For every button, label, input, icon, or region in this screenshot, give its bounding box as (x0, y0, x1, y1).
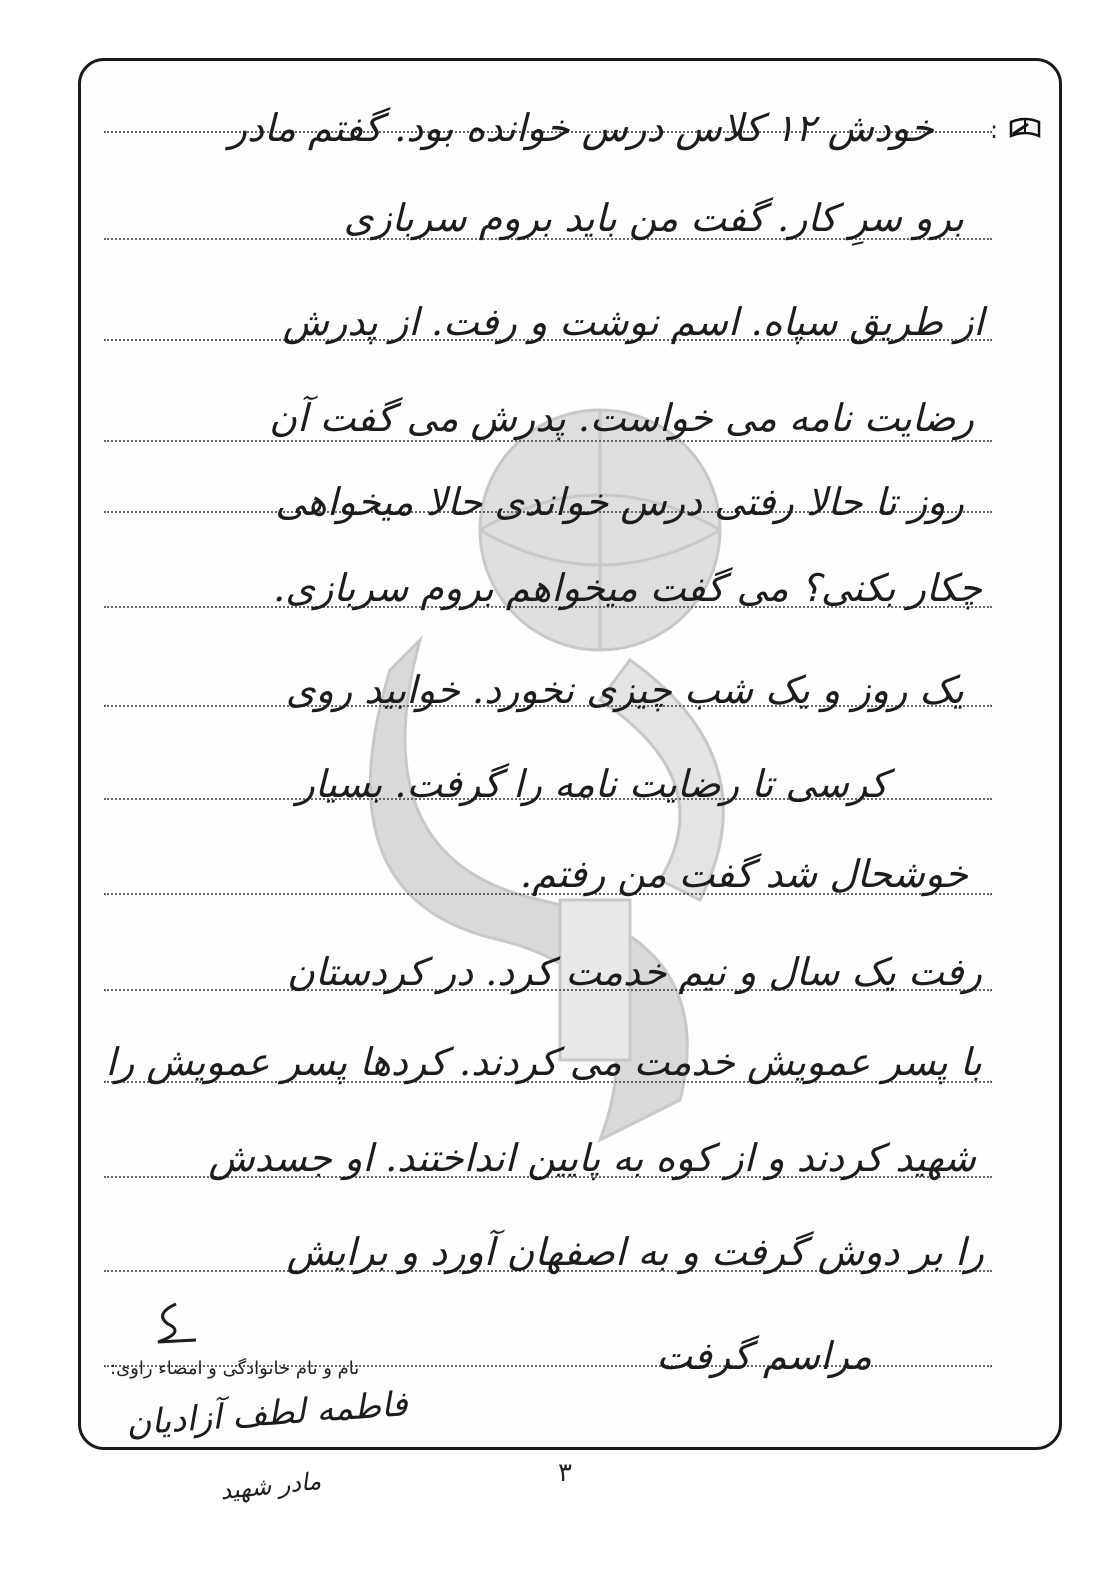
text-line-14: مراسم گرفت (656, 1334, 872, 1378)
text-line-3: از طریق سپاه. اسم نوشت و رفت. از پدرش (282, 300, 984, 344)
text-line-10: رفت یک سال و نیم خدمت کرد. در کردستان (287, 950, 982, 994)
notebook-icon (1008, 116, 1042, 140)
watermark-emblem (300, 340, 820, 1160)
text-line-4: رضایت نامه می خواست. پدرش می گفت آن (269, 396, 974, 440)
text-line-6: چکار بکنی؟ می گفت میخواهم بروم سربازی. (273, 566, 982, 610)
signature-name: فاطمه لطف آزادیان (124, 1384, 409, 1444)
text-line-13: را بر دوش گرفت و به اصفهان آورد و برایش (286, 1230, 984, 1274)
ruled-line (104, 440, 992, 442)
text-line-2: برو سرِ کار. گفت من باید بروم سربازی (343, 196, 964, 240)
text-line-11: با پسر عمویش خدمت می کردند. کردها پسر عمویش را (105, 1040, 982, 1084)
text-line-7: یک روز و یک شب چیزی نخورد. خوابید روی (285, 668, 964, 712)
signature-label: نام و نام خانوادگی و امضاء راوی: (110, 1358, 360, 1379)
text-line-12: شهید کردند و از کوه به پایین انداختند. او جسدش (208, 1136, 976, 1180)
page-number: ۳ (558, 1458, 572, 1488)
handwritten-mark (146, 1300, 206, 1348)
signature-relation: مادر شهید (218, 1466, 323, 1506)
text-line-9: خوشحال شد گفت من رفتم. (519, 852, 968, 896)
text-line-8: کرسی تا رضایت نامه را گرفت. بسیار (296, 762, 888, 806)
header-colon: : (990, 116, 999, 144)
text-line-1: خودش ۱۲ کلاس درس خوانده بود. گفتم مادر (228, 106, 934, 150)
text-line-5: روز تا حالا رفتی درس خواندی حالا میخواهی (275, 480, 964, 524)
